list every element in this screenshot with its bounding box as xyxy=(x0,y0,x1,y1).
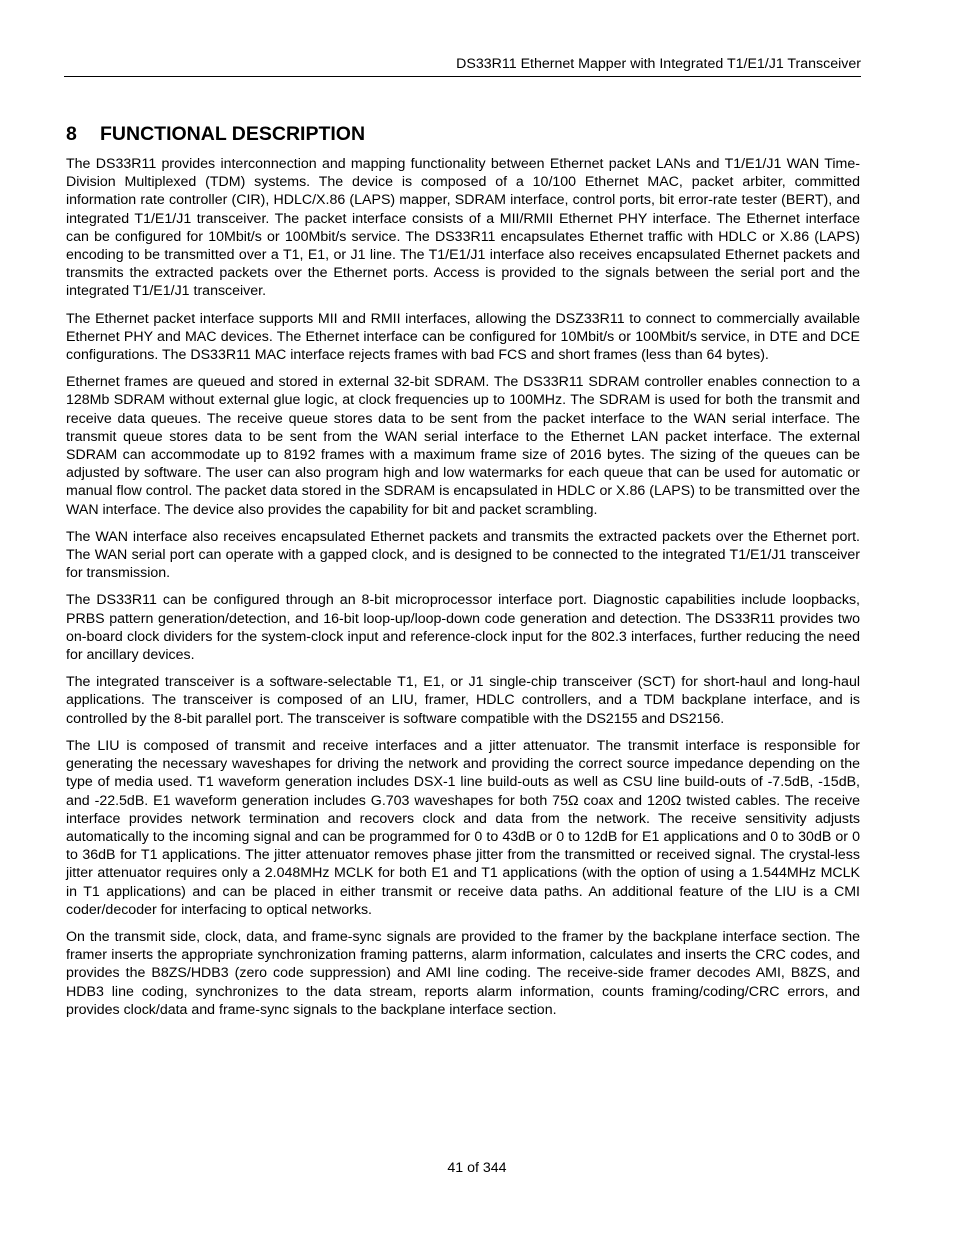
running-header xyxy=(64,56,861,72)
section-heading xyxy=(66,123,365,146)
paragraph-framer: On the transmit side, clock, data, and frame-sync signals are provided to the framer by the backplane interface section. The framer inserts the appropriate synchronization framing patterns, alarm information, calculates and inserts the CRC codes, and provides the B8ZS/HDB3 (zero code suppression) and AMI line coding. The receive-side framer decodes AMI, B8ZS, and HDB3 line coding, synchronizes to the data stream, reports alarm information, counts framing/coding/CRC errors, and provides clock/data and frame-sync signals to the backplane interface section. xyxy=(66,928,860,1018)
page-number-label: 41 of 344 xyxy=(447,1160,507,1176)
paragraph-liu: The LIU is composed of transmit and receive interfaces and a jitter attenuator. The transmit interface is responsible for generating the necessary waveshapes for driving the network and providing the correct source impedance depending on the type of media used. T1 waveform generation includes DSX-1 line build-outs as well as CSU line build-outs of -7.5dB, -15dB, and -22.5dB. E1 waveform generation includes G.703 waveshapes for both 75Ω coax and 120Ω twisted cables. The receive interface provides network termination and recovers clock and data from the network. The receive sensitivity adjusts automatically to the incoming signal and can be programmed for 0 to 43dB or 0 to 12dB for E1 applications and 0 to 30dB or 0 to 36dB for T1 applications. The jitter attenuator removes phase jitter from the transmitted or received signal. The crystal-less jitter attenuator requires only a 2.048MHz MCLK for both E1 and T1 applications (with the option of using a 1.544MHz MCLK in T1 applications) and can be placed in either transmit or receive data paths. An additional feature of the LIU is a CMI coder/decoder for interfacing to optical networks. xyxy=(66,737,860,918)
paragraph-microprocessor: The DS33R11 can be configured through an 8-bit microprocessor interface port. Diagnostic capabilities include loopbacks, PRBS pattern generation/detection, and 16-bit loop-up/loop-down code generation and detection. The DS33R11 provides two on-board clock dividers for the system-clock input and reference-clock input for the 802.3 interfaces, further reducing the need for ancillary devices. xyxy=(66,592,860,664)
section-title: FUNCTIONAL DESCRIPTION xyxy=(100,123,366,145)
body-text xyxy=(66,155,860,1028)
page-number xyxy=(0,1160,954,1176)
paragraph-intro: The DS33R11 provides interconnection and mapping functionality between Ethernet packet LANs and T1/E1/J1 WAN Time-Division Multiplexed (TDM) systems. The device is composed of a 10/100 Ethernet MAC, packet arbiter, committed information rate controller (CIR), HDLC/X.86 (LAPS) mapper, SDRAM interface, control ports, bit error-rate tester (BERT), and integrated T1/E1/J1 transceiver. The packet interface consists of a MII/RMII Ethernet PHY interface. The Ethernet interface can be configured for 10Mbit/s or 100Mbit/s service. The DS33R11 encapsulates Ethernet traffic with HDLC or X.86 (LAPS) encoding to be transmitted over a T1, E1, or J1 line. The T1/E1/J1 interface also receives encapsulated Ethernet packets and transmits the extracted packets over the Ethernet ports. Access is provided to the signals between the serial port and the integrated T1/E1/J1 transceiver. xyxy=(66,156,860,300)
paragraph-ethernet-interface: The Ethernet packet interface supports MII and RMII interfaces, allowing the DSZ33R11 to connect to commercially available Ethernet PHY and MAC devices. The Ethernet interface can be configured for 10Mbit/s or 100Mbit/s service, in DTE and DCE configurations. The DS33R11 MAC interface rejects frames with bad FCS and short frames (less than 64 bytes). xyxy=(66,310,860,364)
header-title: DS33R11 Ethernet Mapper with Integrated T1/E1/J1 Transceiver xyxy=(456,56,861,72)
section-number: 8 xyxy=(66,123,77,145)
paragraph-wan-interface: The WAN interface also receives encapsulated Ethernet packets and transmits the extracted packets over the Ethernet port. The WAN serial port can operate with a gapped clock, and is designed to be connected to the integrated T1/E1/J1 transceiver for transmission. xyxy=(66,528,860,582)
header-divider xyxy=(64,76,861,77)
paragraph-transceiver: The integrated transceiver is a software-selectable T1, E1, or J1 single-chip transceiver (SCT) for short-haul and long-haul applications. The transceiver is composed of an LIU, framer, HDLC controllers, and a TDM backplane interface, and is controlled by the 8-bit parallel port. The transceiver is software compatible with the DS2155 and DS2156. xyxy=(66,674,860,727)
paragraph-sdram: Ethernet frames are queued and stored in external 32-bit SDRAM. The DS33R11 SDRAM controller enables connection to a 128Mb SDRAM without external glue logic, at clock frequencies up to 100MHz. The SDRAM is used for both the transmit and receive data queues. The receive queue stores data to be sent from the packet interface to the WAN serial interface. The transmit queue stores data to be sent from the WAN serial interface to the Ethernet LAN packet interface. The external SDRAM can accommodate up to 8192 frames with a maximum frame size of 2016 bytes. The sizing of the queues can be adjusted by software. The user can also program high and low watermarks for each queue that can be used for automatic or manual flow control. The packet data stored in the SDRAM is encapsulated in HDLC or X.86 (LAPS) to be transmitted over the WAN interface. The device also provides the capability for bit and packet scrambling. xyxy=(66,374,860,518)
